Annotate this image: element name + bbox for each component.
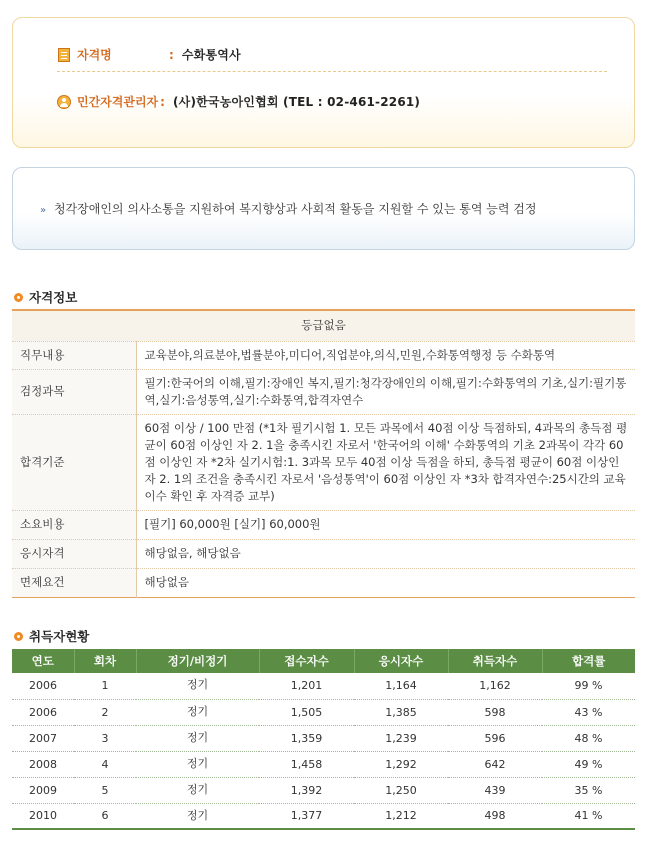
cell-pass-rate: 41 % [542,803,635,829]
table-row [12,751,635,777]
section-bullet-icon [14,293,23,302]
qual-row-label: 응시자격 [12,539,136,568]
cell-pass-rate: 35 % [542,777,635,803]
qual-row-label: 면제요건 [12,568,136,597]
col-header-applicants: 접수자수 [259,649,354,673]
acquirers-section-label: 취득자현황 [29,629,90,644]
qualification-table [12,309,635,598]
cell-examinees: 1,292 [354,751,448,777]
cell-examinees: 1,385 [354,699,448,725]
col-header-acquirers: 취득자수 [448,649,542,673]
person-icon [57,95,71,109]
cell-round: 4 [74,751,136,777]
description-text-line [40,200,536,217]
cell-examinees: 1,250 [354,777,448,803]
acquirers-section-title [14,627,89,645]
qual-row [12,568,635,597]
qual-row-value: [필기] 60,000원 [실기] 60,000원 [136,510,635,539]
cell-applicants: 1,458 [259,751,354,777]
cell-year: 2006 [12,673,74,699]
col-header-round: 회차 [74,649,136,673]
table-row [12,777,635,803]
cell-round: 6 [74,803,136,829]
qual-row-label: 직무내용 [12,341,136,369]
cell-year: 2010 [12,803,74,829]
qual-row-label: 합격기준 [12,414,136,510]
qual-row-value: 60점 이상 / 100 만점 (*1차 필기시험 1. 모든 과목에서 40점 이상 득점하되, 4과목의 총득점 평균이 60점 이상인 자 2. 1을 충족시킨 자로서 '한국어의 이해' 수화통역의 기초 2과목이 각각 60점 이상인 자 *2차 실기시험:1. 3과목 모두 40점 이상 득점을 하되, 총득점 평균이 60점 이상인자 2. 1의 조건을 충족시킨 자로서 '음성통역'이 60점 이상인 자 *3차 합격자연수:25시간의 교육 이수 확인 후 자격증 교부) [136,414,635,510]
cell-pass-rate: 49 % [542,751,635,777]
cell-acquirers: 439 [448,777,542,803]
qualification-name-row [57,46,607,72]
cell-applicants: 1,377 [259,803,354,829]
cell-acquirers: 598 [448,699,542,725]
cell-type: 정기 [136,673,259,699]
cell-type: 정기 [136,699,259,725]
cell-applicants: 1,201 [259,673,354,699]
qual-row-value: 해당없음, 해당없음 [136,539,635,568]
cell-type: 정기 [136,803,259,829]
cell-year: 2008 [12,751,74,777]
cell-year: 2006 [12,699,74,725]
acquirers-table [12,649,635,830]
col-header-type: 정기/비정기 [136,649,259,673]
cell-type: 정기 [136,777,259,803]
qual-row-label: 검정과목 [12,369,136,414]
qual-row-label: 소요비용 [12,510,136,539]
cell-acquirers: 596 [448,725,542,751]
qual-row [12,369,635,414]
table-row [12,725,635,751]
col-header-examinees: 응시자수 [354,649,448,673]
cell-year: 2009 [12,777,74,803]
cell-acquirers: 498 [448,803,542,829]
description-box [12,167,635,250]
cell-applicants: 1,505 [259,699,354,725]
qualification-name-label: 자격명 [77,48,112,62]
qualification-section-label: 자격정보 [29,290,78,305]
cell-examinees: 1,212 [354,803,448,829]
description-text: 청각장애인의 의사소통을 지원하여 복지향상과 사회적 활동을 지원할 수 있는 통역 능력 검정 [53,202,537,216]
manager-value: (사)한국농아인협회 (TEL : 02-461-2261) [172,95,421,109]
cell-pass-rate: 99 % [542,673,635,699]
qual-row [12,539,635,568]
qualification-info-box [12,17,635,148]
acquirers-header-row [12,649,635,673]
cell-acquirers: 642 [448,751,542,777]
cell-round: 3 [74,725,136,751]
grade-cell: 등급없음 [12,310,635,341]
cell-applicants: 1,392 [259,777,354,803]
cell-type: 정기 [136,725,259,751]
cell-applicants: 1,359 [259,725,354,751]
cell-year: 2007 [12,725,74,751]
table-row [12,803,635,829]
qual-row-value: 교육분야,의료분야,법률분야,미디어,직업분야,의식,민원,수화통역행정 등 수화통역 [136,341,635,369]
table-row [12,673,635,699]
grade-row [12,310,635,341]
manager-row [57,93,420,110]
name-separator: : [169,47,174,62]
cell-round: 5 [74,777,136,803]
manager-label: 민간자격관리자 [77,95,159,109]
qual-row [12,414,635,510]
qual-row-value: 필기:한국어의 이해,필기:장애인 복지,필기:청각장애인의 이해,필기:수화통역의 기초,실기:필기통역,실기:음성통역,실기:수화통역,합격자연수 [136,369,635,414]
cell-round: 1 [74,673,136,699]
col-header-pass-rate: 합격률 [542,649,635,673]
cell-examinees: 1,164 [354,673,448,699]
qualification-section-title [14,288,77,306]
qualification-name-value: 수화통역사 [181,48,241,62]
document-icon [57,48,71,62]
cell-examinees: 1,239 [354,725,448,751]
table-row [12,699,635,725]
qual-row [12,341,635,369]
cell-pass-rate: 43 % [542,699,635,725]
description-bullet: » [40,205,47,216]
manager-separator: : [160,94,165,109]
qual-row [12,510,635,539]
cell-pass-rate: 48 % [542,725,635,751]
qual-row-value: 해당없음 [136,568,635,597]
cell-round: 2 [74,699,136,725]
col-header-year: 연도 [12,649,74,673]
cell-type: 정기 [136,751,259,777]
section-bullet-icon [14,632,23,641]
cell-acquirers: 1,162 [448,673,542,699]
